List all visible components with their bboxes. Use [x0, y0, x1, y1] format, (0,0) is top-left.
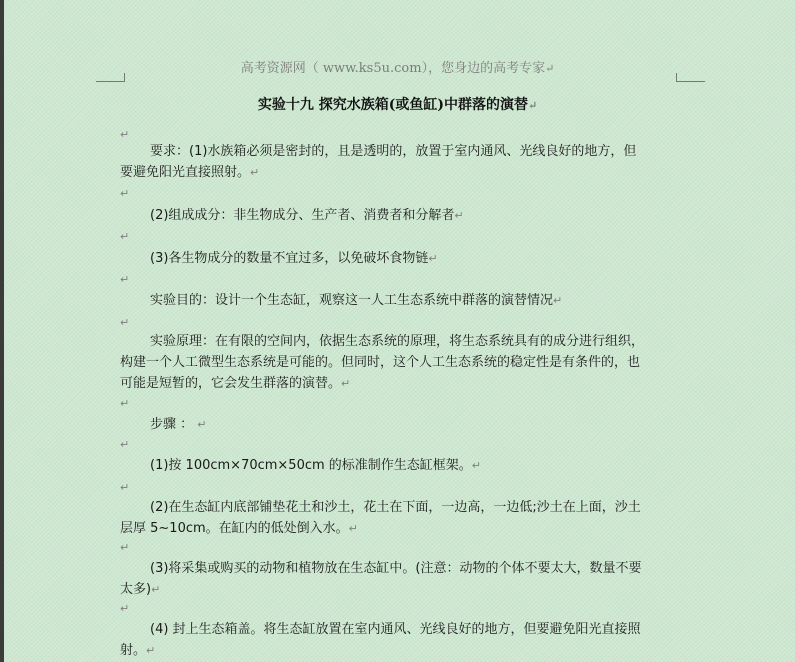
components-line: (2)组成成分：非生物成分、生产者、消费者和分解者↵ [150, 208, 464, 223]
paragraph-mark-icon: ↵ [120, 481, 130, 494]
step-1-line: (1)按 100cm×70cm×50cm 的标准制作生态缸框架。↵ [150, 458, 482, 473]
requirement-line-2: 要避免阳光直接照射。↵ [120, 165, 260, 180]
principle-line-2: 构建一个人工微型生态系统是可能的。但同时，这个人工生态系统的稳定性是有条件的，也 [120, 355, 641, 370]
empty-paragraph [120, 598, 129, 619]
empty-paragraph [120, 183, 129, 204]
step-3-line-2: 太多)↵ [120, 582, 161, 597]
paragraph-mark-icon: ↵ [471, 459, 482, 472]
paragraph-mark-icon: ↵ [120, 602, 130, 615]
requirement-line-1: 要求：(1)水族箱必须是密封的，且是透明的，放置于室内通风、光线良好的地方，但 [150, 144, 637, 159]
steps-heading: 步骤 ： ↵ [150, 417, 207, 432]
paragraph-mark-icon: ↵ [120, 273, 130, 286]
principle-line-1: 实验原理：在有限的空间内，依据生态系统的原理，将生态系统具有的成分进行组织， [150, 334, 645, 349]
paragraph-mark-icon: ↵ [197, 418, 207, 431]
paragraph-mark-icon: ↵ [146, 644, 156, 657]
step-2-line-1: (2)在生态缸内底部铺垫花土和沙土，花土在下面，一边高，一边低;沙土在上面，沙土 [150, 500, 641, 515]
empty-paragraph [120, 124, 129, 145]
paragraph-mark-icon: ↵ [527, 99, 538, 112]
paragraph-mark-icon: ↵ [120, 541, 130, 554]
paragraph-mark-icon: ↵ [250, 166, 260, 179]
paragraph-mark-icon: ↵ [120, 128, 130, 141]
empty-paragraph [120, 269, 129, 290]
empty-paragraph [120, 434, 129, 455]
empty-paragraph [120, 393, 129, 414]
paragraph-mark-icon: ↵ [553, 294, 563, 307]
document-title [0, 94, 795, 114]
paragraph-mark-icon: ↵ [454, 209, 464, 222]
title-text: 实验十九 探究水族箱(或鱼缸)中群落的演替 [257, 97, 528, 113]
step-2-line-2: 层厚 5~10cm。在缸内的低处倒入水。↵ [120, 521, 358, 536]
paragraph-mark-icon: ↵ [428, 252, 438, 265]
paragraph-mark-icon: ↵ [545, 62, 555, 75]
page-header [0, 57, 795, 76]
empty-paragraph [120, 226, 129, 247]
quantity-line: (3)各生物成分的数量不宜过多，以免破坏食物链↵ [150, 251, 438, 266]
step-4-line-1: (4) 封上生态箱盖。将生态缸放置在室内通风、光线良好的地方，但要避免阳光直接照 [150, 622, 641, 637]
paragraph-mark-icon: ↵ [151, 583, 161, 596]
header-text: 高考资源网（ www.ks5u.com），您身边的高考专家 [240, 61, 546, 76]
step-3-line-1: (3)将采集或购买的动物和植物放在生态缸中。(注意：动物的个体不要太大，数量不要 [150, 561, 642, 576]
empty-paragraph [120, 537, 129, 558]
paragraph-mark-icon: ↵ [120, 230, 130, 243]
paragraph-mark-icon: ↵ [341, 377, 351, 390]
paragraph-mark-icon: ↵ [348, 522, 358, 535]
principle-line-3: 可能是短暂的，它会发生群落的演替。↵ [120, 376, 351, 391]
empty-paragraph [120, 477, 129, 498]
paragraph-mark-icon: ↵ [120, 438, 130, 451]
paragraph-mark-icon: ↵ [120, 316, 130, 329]
purpose-line: 实验目的：设计一个生态缸，观察这一人工生态系统中群落的演替情况↵ [150, 293, 563, 308]
paragraph-mark-icon: ↵ [120, 187, 130, 200]
step-4-line-2: 射。↵ [120, 643, 156, 658]
paragraph-mark-icon: ↵ [120, 397, 130, 410]
empty-paragraph [120, 312, 129, 333]
